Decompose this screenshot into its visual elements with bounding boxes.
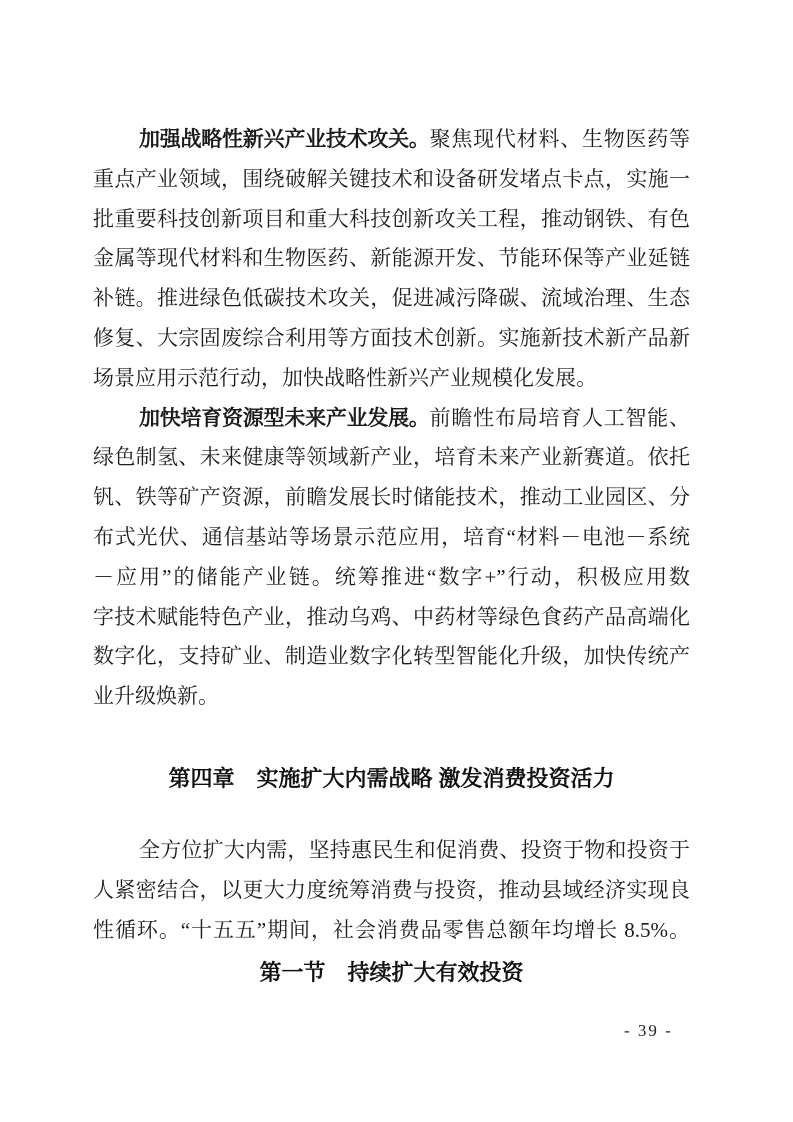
paragraph-strategic-emerging-industries	[93, 120, 690, 399]
text-line: 场景应用示范行动，加快战略性新兴产业规模化发展。	[93, 365, 597, 390]
text-line: 修复、大宗固废综合利用等方面技术创新。实施新技术新产品新	[93, 325, 690, 350]
text-line: 重点产业领域，围绕破解关键技术和设备研发堵点卡点，实施一	[93, 166, 690, 191]
run-in-bold-heading: 加强战略性新兴产业技术攻关。	[139, 128, 430, 151]
chapter-heading: 第四章 实施扩大内需战略 激发消费投资活力	[168, 765, 615, 791]
paragraph-expand-domestic-demand	[93, 831, 690, 950]
text-line	[93, 399, 690, 439]
paragraph-future-industries	[93, 399, 690, 717]
text-line: 业升级焕新。	[93, 684, 219, 709]
run-in-bold-heading: 加快培育资源型未来产业发展。	[139, 406, 430, 430]
text-line: 全方位扩大内需，坚持惠民生和促消费、投资于物和投资于	[139, 837, 690, 862]
text-line: 人紧密结合，以更大力度统筹消费与投资，推动县域经济实现良	[93, 877, 690, 902]
text-line: 金属等现代材料和生物医药、新能源开发、节能环保等产业延链	[93, 246, 690, 271]
text-line: 批重要科技创新项目和重大科技创新攻关工程，推动钢铁、有色	[93, 206, 690, 231]
text-line: 字技术赋能特色产业，推动乌鸡、中药材等绿色食药产品高端化	[93, 604, 690, 629]
text-line: 绿色制氢、未来健康等领域新产业，培育未来产业新赛道。依托	[93, 445, 690, 470]
text-line	[93, 120, 690, 160]
text-line: 性循环。“十五五”期间，社会消费品零售总额年均增长 8.5%。	[93, 917, 690, 942]
page-number: - 39 -	[624, 1021, 673, 1040]
text-line: 数字化，支持矿业、制造业数字化转型智能化升级，加快传统产	[93, 644, 690, 669]
section-heading: 第一节 持续扩大有效投资	[259, 960, 524, 986]
text-line: －应用”的储能产业链。统筹推进“数字+”行动，积极应用数	[93, 564, 690, 589]
body-text: 聚焦现代材料、生物医药等	[429, 127, 690, 151]
text-column	[93, 120, 690, 993]
text-line: 钒、铁等矿产资源，前瞻发展长时储能技术，推动工业园区、分	[93, 485, 690, 510]
text-line: 补链。推进绿色低碳技术攻关，促进减污降碳、流域治理、生态	[93, 286, 690, 311]
text-line: 布式光伏、通信基站等场景示范应用，培育“材料－电池－系统	[93, 524, 690, 549]
body-text: 前瞻性布局培育人工智能、	[429, 405, 690, 430]
